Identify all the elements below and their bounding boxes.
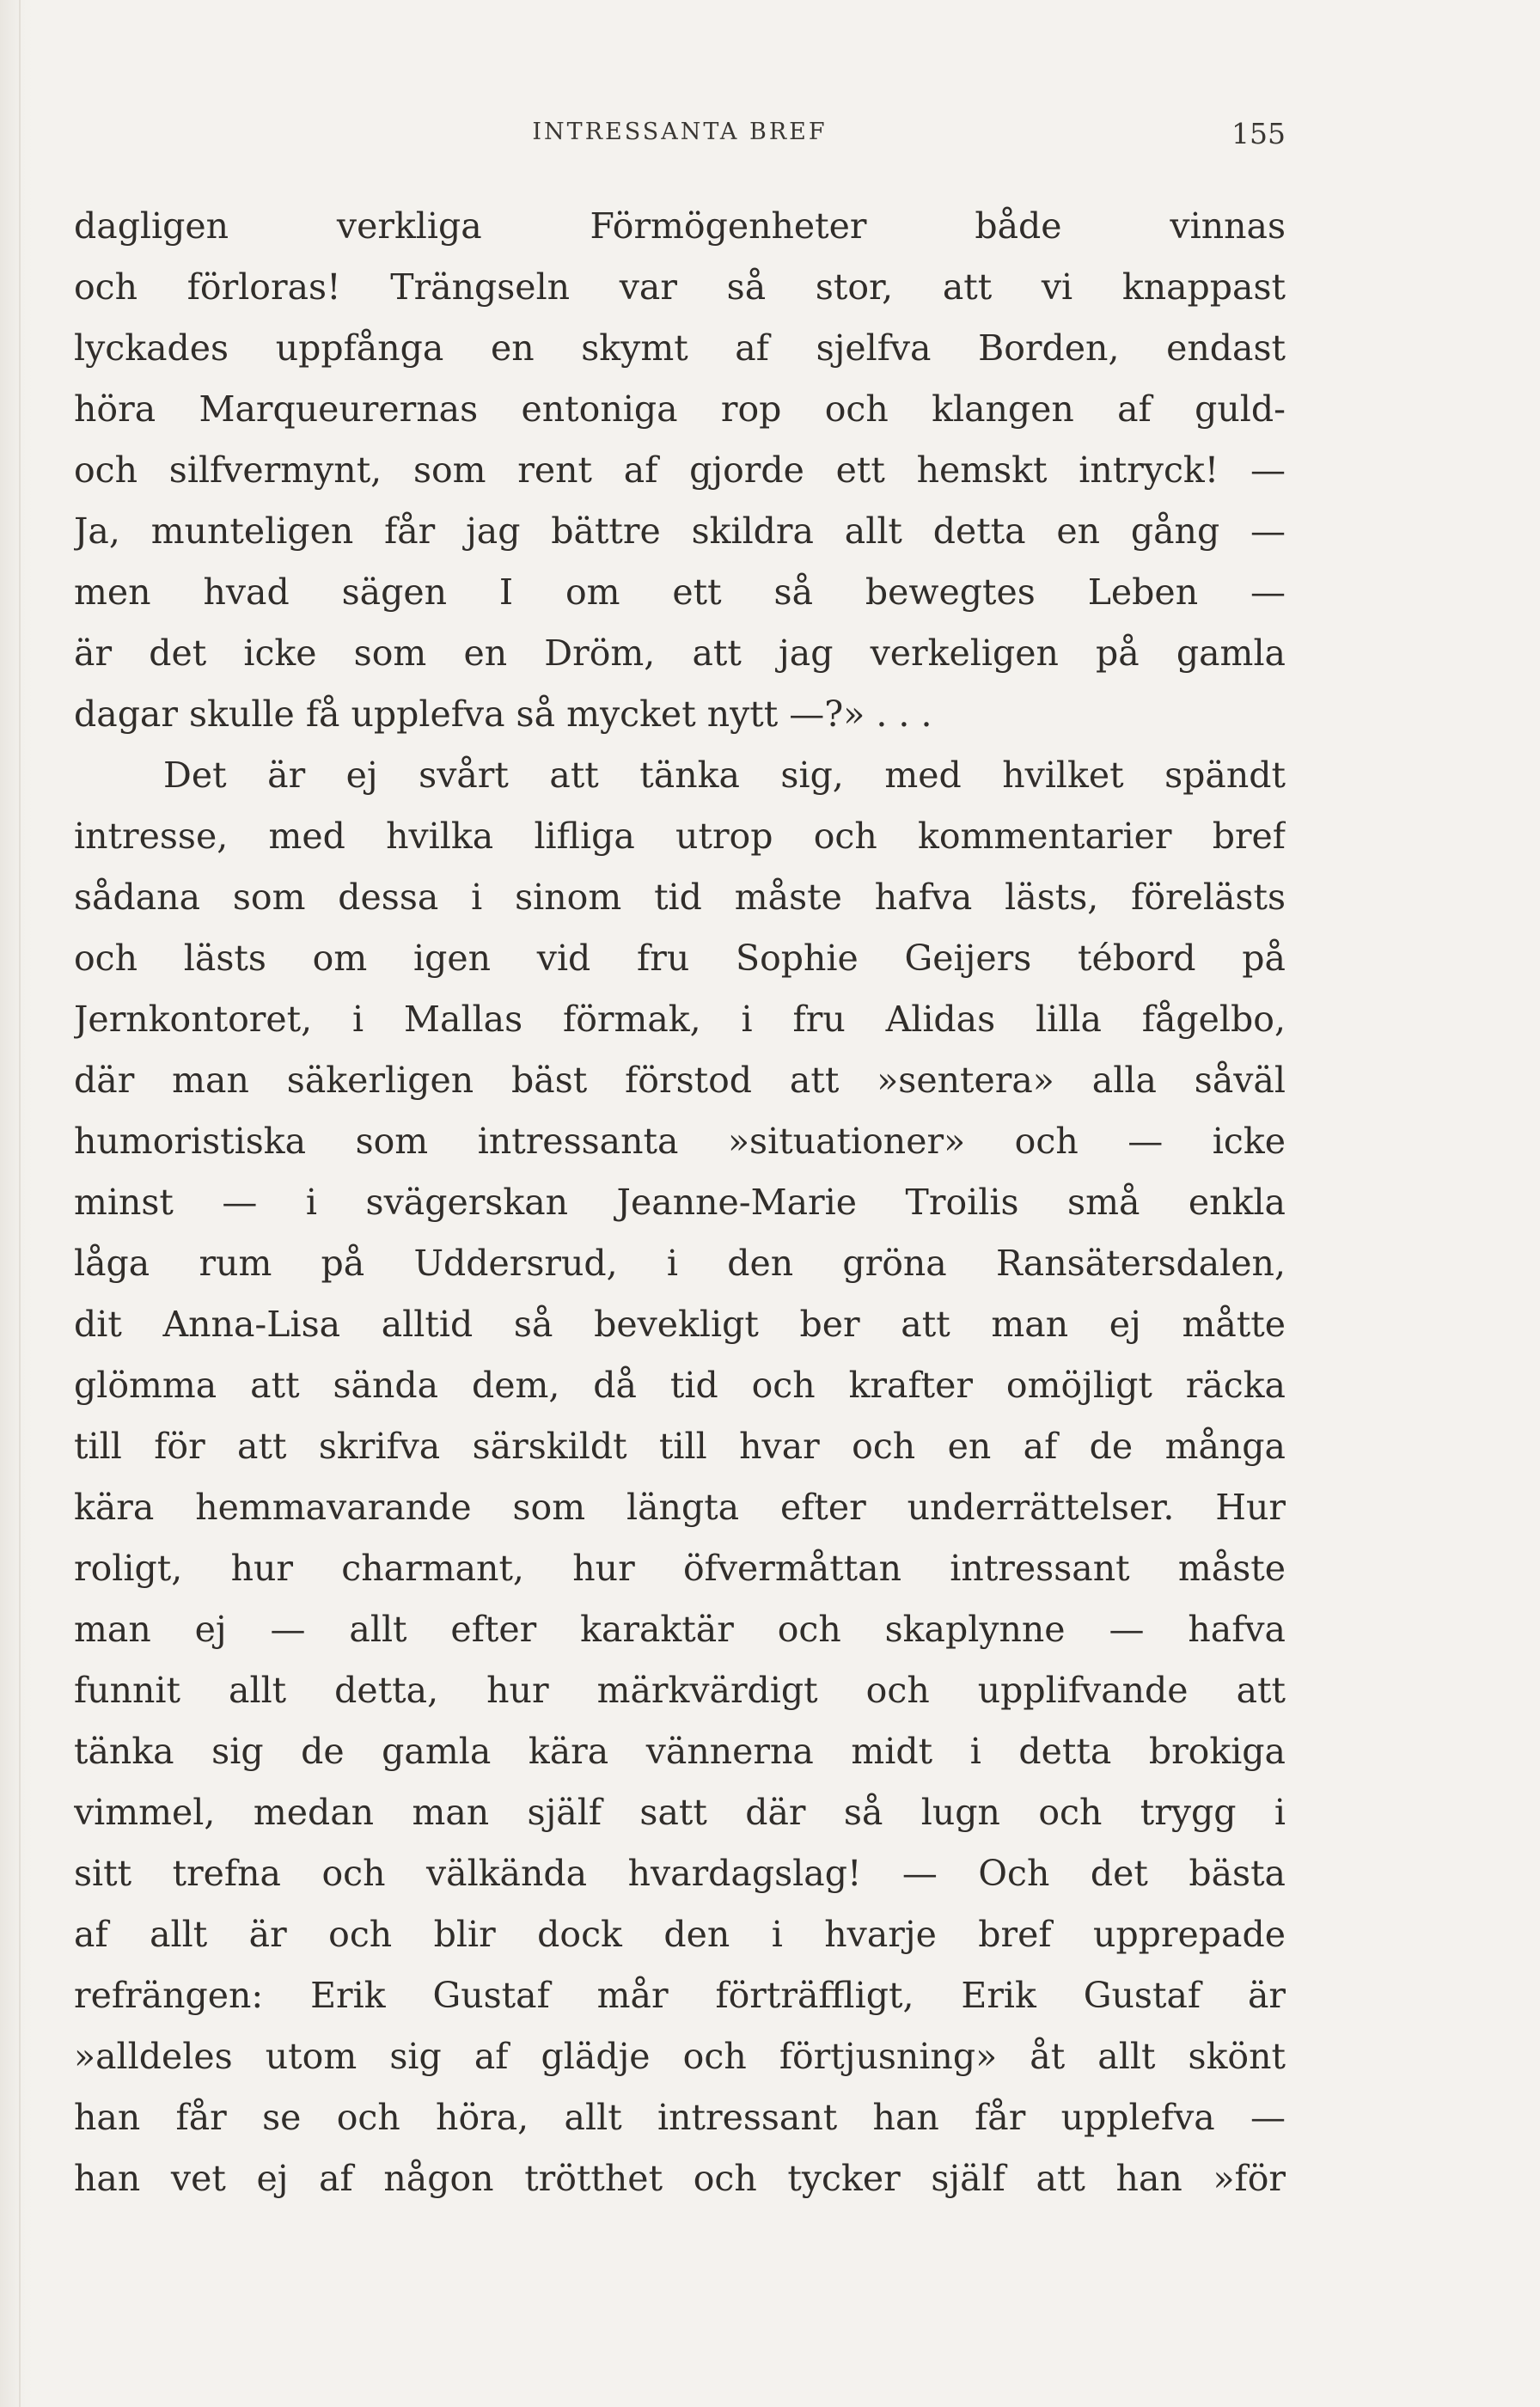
- text-line: dagar skulle få upplefva så mycket nytt —?» . . .: [74, 693, 932, 735]
- text-line: dit Anna-Lisa alltid så bevekligt ber att man ej måtte: [74, 1304, 1286, 1345]
- text-line: refrängen: Erik Gustaf mår förträffligt, Erik Gustaf är: [74, 1975, 1286, 2016]
- text-line: Det är ej svårt att tänka sig, med hvilket spändt: [163, 754, 1286, 796]
- text-line: han vet ej af någon trötthet och tycker själf att han »för: [74, 2158, 1286, 2199]
- page-number: 155: [1231, 117, 1286, 150]
- text-line: till för att skrifva särskildt till hvar och en af de många: [74, 1426, 1286, 1467]
- body-text: [74, 196, 1286, 2209]
- page-gutter-line: [19, 0, 21, 2407]
- text-line: Jernkontoret, i Mallas förmak, i fru Alidas lilla fågelbo,: [74, 999, 1286, 1040]
- text-line: vimmel, medan man själf satt där så lugn och trygg i: [74, 1792, 1286, 1833]
- text-line: lyckades uppfånga en skymt af sjelfva Borden, endast: [74, 327, 1286, 369]
- text-line: och silfvermynt, som rent af gjorde ett hemskt intryck! —: [74, 449, 1286, 491]
- text-line: humoristiska som intressanta »situationer» och — icke: [74, 1121, 1286, 1162]
- text-line: sitt trefna och välkända hvardagslag! — Och det bästa: [74, 1853, 1286, 1894]
- text-line: Ja, munteligen får jag bättre skildra allt detta en gång —: [74, 510, 1286, 552]
- text-line: är det icke som en Dröm, att jag verkeligen på gamla: [74, 632, 1286, 674]
- text-line: höra Marqueurernas entoniga rop och klangen af guld-: [74, 388, 1286, 430]
- text-line: glömma att sända dem, då tid och krafter omöjligt räcka: [74, 1365, 1286, 1406]
- text-line: och förloras! Trängseln var så stor, att vi knappast: [74, 266, 1286, 308]
- text-line: roligt, hur charmant, hur öfvermåttan intressant måste: [74, 1548, 1286, 1589]
- text-line: »alldeles utom sig af glädje och förtjusning» åt allt skönt: [74, 2036, 1286, 2077]
- text-line: där man säkerligen bäst förstod att »sentera» alla såväl: [74, 1060, 1286, 1101]
- page-gutter-shadow: [0, 0, 34, 2407]
- running-head: [74, 119, 1286, 153]
- text-line: af allt är och blir dock den i hvarje bref upprepade: [74, 1914, 1286, 1955]
- running-title: INTRESSANTA BREF: [532, 119, 828, 145]
- text-line: sådana som dessa i sinom tid måste hafva lästs, förelästs: [74, 877, 1286, 918]
- text-line: tänka sig de gamla kära vännerna midt i detta brokiga: [74, 1731, 1286, 1772]
- text-line: dagligen verkliga Förmögenheter både vinnas: [74, 205, 1286, 247]
- text-line: låga rum på Uddersrud, i den gröna Ransätersdalen,: [74, 1243, 1286, 1284]
- text-line: han får se och höra, allt intressant han får upplefva —: [74, 2097, 1286, 2138]
- text-line: intresse, med hvilka lifliga utrop och kommentarier bref: [74, 816, 1286, 857]
- text-line: man ej — allt efter karaktär och skaplynne — hafva: [74, 1609, 1286, 1650]
- text-line: minst — i svägerskan Jeanne-Marie Troilis små enkla: [74, 1182, 1286, 1223]
- text-line: kära hemmavarande som längta efter underrättelser. Hur: [74, 1487, 1286, 1528]
- text-line: funnit allt detta, hur märkvärdigt och upplifvande att: [74, 1670, 1286, 1711]
- text-line: men hvad sägen I om ett så bewegtes Leben —: [74, 571, 1286, 613]
- text-line: och lästs om igen vid fru Sophie Geijers tébord på: [74, 938, 1286, 979]
